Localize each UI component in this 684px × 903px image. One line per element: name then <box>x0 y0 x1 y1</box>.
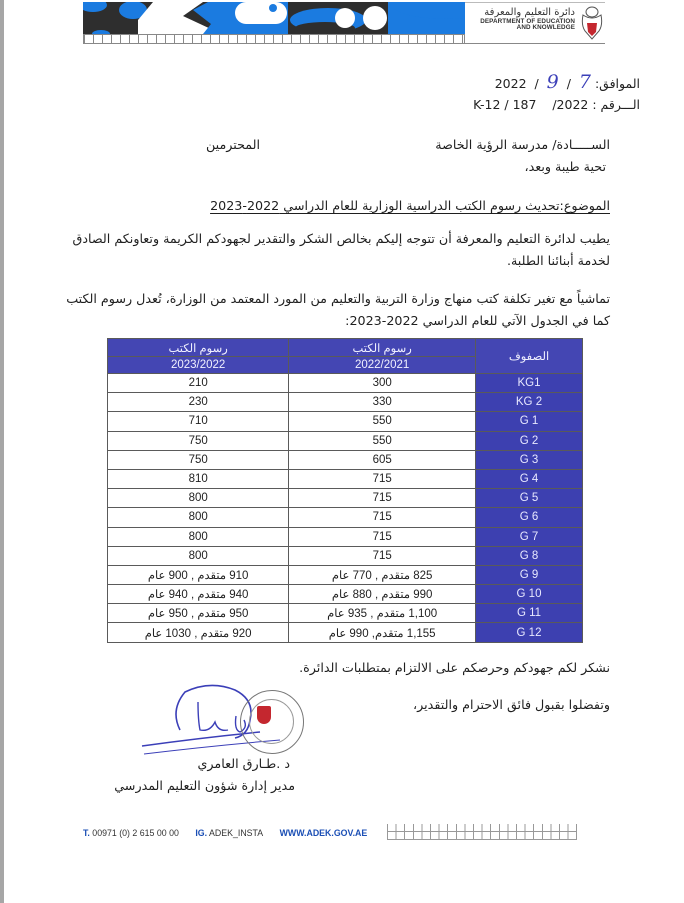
ref-row <box>473 94 640 115</box>
ig-key: IG. <box>195 828 208 838</box>
grade-cell: G 6 <box>476 508 583 527</box>
body-paragraph-2: تماشياً مع تغير تكلفة كتب منهاج وزارة التربية والتعليم من المورد المعتمد من الوزارة، تُعدل رسوم الكتب كما في الجدول الآتي للعام الدراسي 2022-2023: <box>66 291 610 328</box>
fee-old: 330 <box>289 393 476 412</box>
header-fees-new: رسوم الكتب <box>108 339 289 357</box>
date-year: 2022 <box>494 76 527 91</box>
table-row <box>108 489 583 508</box>
body-paragraph-1: يطيب لدائرة التعليم والمعرفة أن تتوجه إليكم بخالص الشكر والتقدير لجهودكم الكريمة وتعاونكم الصادق لخدمة أبنائنا الطلبة. <box>72 231 610 268</box>
addressee-to: الســـــادة/ مدرسة الرؤية الخاصة <box>435 137 610 152</box>
ref-value: K-12 / 187 /2022 <box>473 97 589 112</box>
fee-new: 750 <box>108 431 289 450</box>
footer-contacts <box>83 828 381 838</box>
grade-cell: G 7 <box>476 527 583 546</box>
ig-handle: ADEK_INSTA <box>209 828 264 838</box>
fee-old: 1,155 متقدم, 990 عام <box>289 623 476 642</box>
grade-cell: G 10 <box>476 585 583 604</box>
ref-label: الـــرقم : <box>592 97 640 112</box>
book-fees-table <box>107 338 583 643</box>
banner-rule <box>465 43 605 44</box>
fee-new: 810 <box>108 469 289 488</box>
ref-year: 2022 <box>556 97 589 112</box>
table-row <box>108 585 583 604</box>
table-row <box>108 546 583 565</box>
closing-regards: وتفضلوا بقبول فائق الاحترام والتقدير، <box>413 697 610 712</box>
greeting: تحية طيبة وبعد، <box>524 159 606 174</box>
page-edge <box>0 0 4 903</box>
grade-cell: G 3 <box>476 450 583 469</box>
table-row <box>108 604 583 623</box>
header-year-new: 2023/2022 <box>108 357 289 374</box>
phone-key: T. <box>83 828 90 838</box>
date-value: 2022 / 9 / 7 <box>494 71 591 93</box>
grade-cell: G 8 <box>476 546 583 565</box>
fee-new: 800 <box>108 546 289 565</box>
table-row <box>108 412 583 431</box>
grade-cell: KG1 <box>476 374 583 393</box>
fee-new: 800 <box>108 489 289 508</box>
grade-cell: G 5 <box>476 489 583 508</box>
fee-old: 715 <box>289 508 476 527</box>
fee-old: 550 <box>289 412 476 431</box>
header-fees-old: رسوم الكتب <box>289 339 476 357</box>
letterhead <box>83 2 603 44</box>
stamp-emblem <box>257 706 271 724</box>
grade-cell: KG 2 <box>476 393 583 412</box>
banner-rule-top <box>465 2 605 3</box>
grade-cell: G 2 <box>476 431 583 450</box>
closing-thanks: نشكر لكم جهودكم وحرصكم على الالتزام بمتطلبات الدائرة. <box>299 660 610 675</box>
subject-line: الموضوع:تحديث رسوم الكتب الدراسية الوزارية للعام الدراسي 2022-2023 <box>210 198 610 213</box>
fee-old: 715 <box>289 546 476 565</box>
grade-cell: G 4 <box>476 469 583 488</box>
footer-website-link[interactable]: WWW.ADEK.GOV.AE <box>279 828 368 838</box>
grade-cell: G 11 <box>476 604 583 623</box>
banner-artwork <box>83 2 465 34</box>
date-row <box>473 72 640 94</box>
fee-new: 710 <box>108 412 289 431</box>
header-year-old: 2022/2021 <box>289 357 476 374</box>
ref-number: 187 <box>512 97 537 112</box>
footer-instagram <box>195 828 263 838</box>
table-row <box>108 508 583 527</box>
grade-cell: G 12 <box>476 623 583 642</box>
fee-old: 990 متقدم , 880 عام <box>289 585 476 604</box>
fee-new: 210 <box>108 374 289 393</box>
fee-new: 800 <box>108 508 289 527</box>
falcon-emblem-icon <box>581 5 603 41</box>
table-row <box>108 374 583 393</box>
header-grades: الصفوف <box>476 339 583 374</box>
fee-old: 715 <box>289 469 476 488</box>
signatory-title: مدير إدارة شؤون التعليم المدرسي <box>114 778 295 793</box>
fee-new: 750 <box>108 450 289 469</box>
fee-new: 230 <box>108 393 289 412</box>
grade-cell: G 1 <box>476 412 583 431</box>
table-row <box>108 450 583 469</box>
addressee-honorific: المحترمين <box>206 137 261 152</box>
stamp-ring <box>249 699 294 744</box>
fee-old: 605 <box>289 450 476 469</box>
table-row <box>108 393 583 412</box>
fee-old: 300 <box>289 374 476 393</box>
letter-meta <box>473 72 640 115</box>
fee-old: 715 <box>289 527 476 546</box>
org-name-en-1: DEPARTMENT OF EDUCATION <box>480 17 575 25</box>
table-row <box>108 469 583 488</box>
ref-prefix: K-12 <box>473 97 501 112</box>
fee-new: 800 <box>108 527 289 546</box>
official-stamp-icon <box>240 690 304 754</box>
fee-new: 950 متقدم , 950 عام <box>108 604 289 623</box>
signatory-name: د .طـارق العامري <box>197 756 290 771</box>
fee-old: 1,100 متقدم , 935 عام <box>289 604 476 623</box>
table-row <box>108 431 583 450</box>
banner-grid <box>83 34 465 44</box>
fee-new: 910 متقدم , 900 عام <box>108 565 289 584</box>
date-day: 7 <box>578 71 591 93</box>
fee-old: 825 متقدم , 770 عام <box>289 565 476 584</box>
table-row <box>108 623 583 642</box>
org-name-en-2: AND KNOWLEDGE <box>516 24 575 32</box>
phone-number: 00971 (0) 2 615 00 00 <box>92 828 179 838</box>
fee-new: 940 متقدم , 940 عام <box>108 585 289 604</box>
footer-grid <box>387 824 577 840</box>
fee-new: 920 متقدم , 1030 عام <box>108 623 289 642</box>
grade-cell: G 9 <box>476 565 583 584</box>
table-row <box>108 565 583 584</box>
date-label: الموافق: <box>594 76 640 91</box>
fee-old: 550 <box>289 431 476 450</box>
table-row <box>108 527 583 546</box>
org-name <box>480 8 575 32</box>
footer-phone <box>83 828 179 838</box>
date-month: 9 <box>546 71 559 93</box>
org-name-ar: دائرة التعليم والمعرفة <box>484 7 575 18</box>
fee-old: 715 <box>289 489 476 508</box>
